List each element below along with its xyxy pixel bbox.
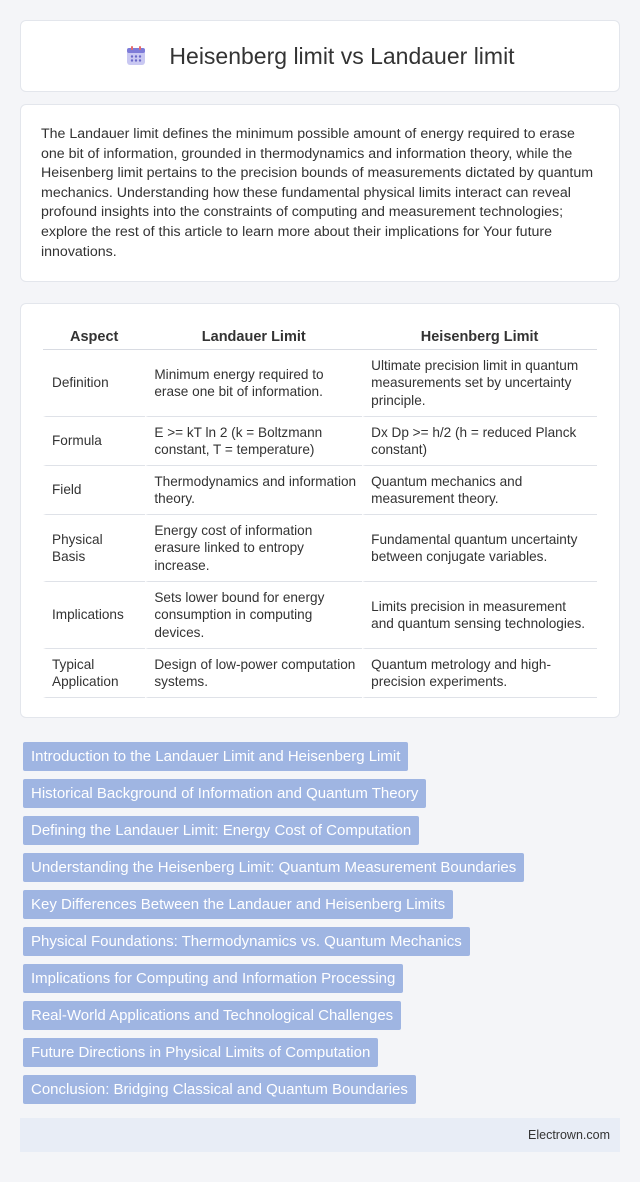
row-aspect: Typical Application [43, 649, 145, 698]
table-row [43, 582, 597, 649]
toc-link[interactable]: Introduction to the Landauer Limit and Heisenberg Limit [23, 742, 408, 771]
footer-site-link[interactable]: Electrown.com [528, 1128, 610, 1142]
title-card [20, 20, 620, 92]
intro-card [20, 104, 620, 282]
row-landauer: Energy cost of information erasure linked to entropy increase. [145, 515, 362, 582]
row-aspect: Field [43, 466, 145, 515]
toc-link[interactable]: Historical Background of Information and Quantum Theory [23, 779, 426, 808]
toc-link[interactable]: Real-World Applications and Technological Challenges [23, 1001, 401, 1030]
toc-link[interactable]: Understanding the Heisenberg Limit: Quantum Measurement Boundaries [23, 853, 524, 882]
row-aspect: Implications [43, 582, 145, 649]
toc-link[interactable]: Implications for Computing and Information Processing [23, 964, 403, 993]
row-landauer: E >= kT ln 2 (k = Boltzmann constant, T = temperature) [145, 417, 362, 466]
row-aspect: Definition [43, 350, 145, 417]
table-row [43, 417, 597, 466]
comparison-table [43, 324, 597, 698]
row-heisenberg: Ultimate precision limit in quantum measurements set by uncertainty principle. [362, 350, 597, 417]
row-heisenberg: Fundamental quantum uncertainty between conjugate variables. [362, 515, 597, 582]
table-row [43, 515, 597, 582]
row-landauer: Sets lower bound for energy consumption in computing devices. [145, 582, 362, 649]
calendar-grid-icon [125, 45, 147, 67]
page-title: Heisenberg limit vs Landauer limit [169, 42, 515, 69]
intro-paragraph: The Landauer limit defines the minimum possible amount of energy required to erase one bit of information, grounded in thermodynamics and information theory, while the Heisenberg limit pertains to the precision bounds of measurements dictated by quantum mechanics. Understanding how these fundamental physical limits interact can reveal profound insights into the constraints of computing and measurement technologies; explore the rest of this article to learn more about their implications for Your future innovations. [41, 126, 594, 260]
row-aspect: Physical Basis [43, 515, 145, 582]
header-aspect: Aspect [43, 324, 145, 350]
row-heisenberg: Limits precision in measurement and quantum sensing technologies. [362, 582, 597, 649]
toc-link[interactable]: Future Directions in Physical Limits of Computation [23, 1038, 378, 1067]
row-aspect: Formula [43, 417, 145, 466]
header-landauer: Landauer Limit [145, 324, 362, 350]
comparison-table-card [20, 303, 620, 718]
row-landauer: Minimum energy required to erase one bit of information. [145, 350, 362, 417]
table-row [43, 466, 597, 515]
table-header-row [43, 324, 597, 350]
table-of-contents [23, 742, 623, 1112]
row-landauer: Design of low-power computation systems. [145, 649, 362, 698]
header-heisenberg: Heisenberg Limit [362, 324, 597, 350]
row-heisenberg: Quantum metrology and high-precision experiments. [362, 649, 597, 698]
toc-link[interactable]: Physical Foundations: Thermodynamics vs. Quantum Mechanics [23, 927, 470, 956]
row-landauer: Thermodynamics and information theory. [145, 466, 362, 515]
toc-link[interactable]: Conclusion: Bridging Classical and Quantum Boundaries [23, 1075, 416, 1104]
footer [20, 1118, 620, 1152]
toc-link[interactable]: Key Differences Between the Landauer and Heisenberg Limits [23, 890, 453, 919]
row-heisenberg: Dx Dp >= h/2 (h = reduced Planck constant) [362, 417, 597, 466]
table-row [43, 350, 597, 417]
table-row [43, 649, 597, 698]
toc-link[interactable]: Defining the Landauer Limit: Energy Cost of Computation [23, 816, 419, 845]
row-heisenberg: Quantum mechanics and measurement theory. [362, 466, 597, 515]
